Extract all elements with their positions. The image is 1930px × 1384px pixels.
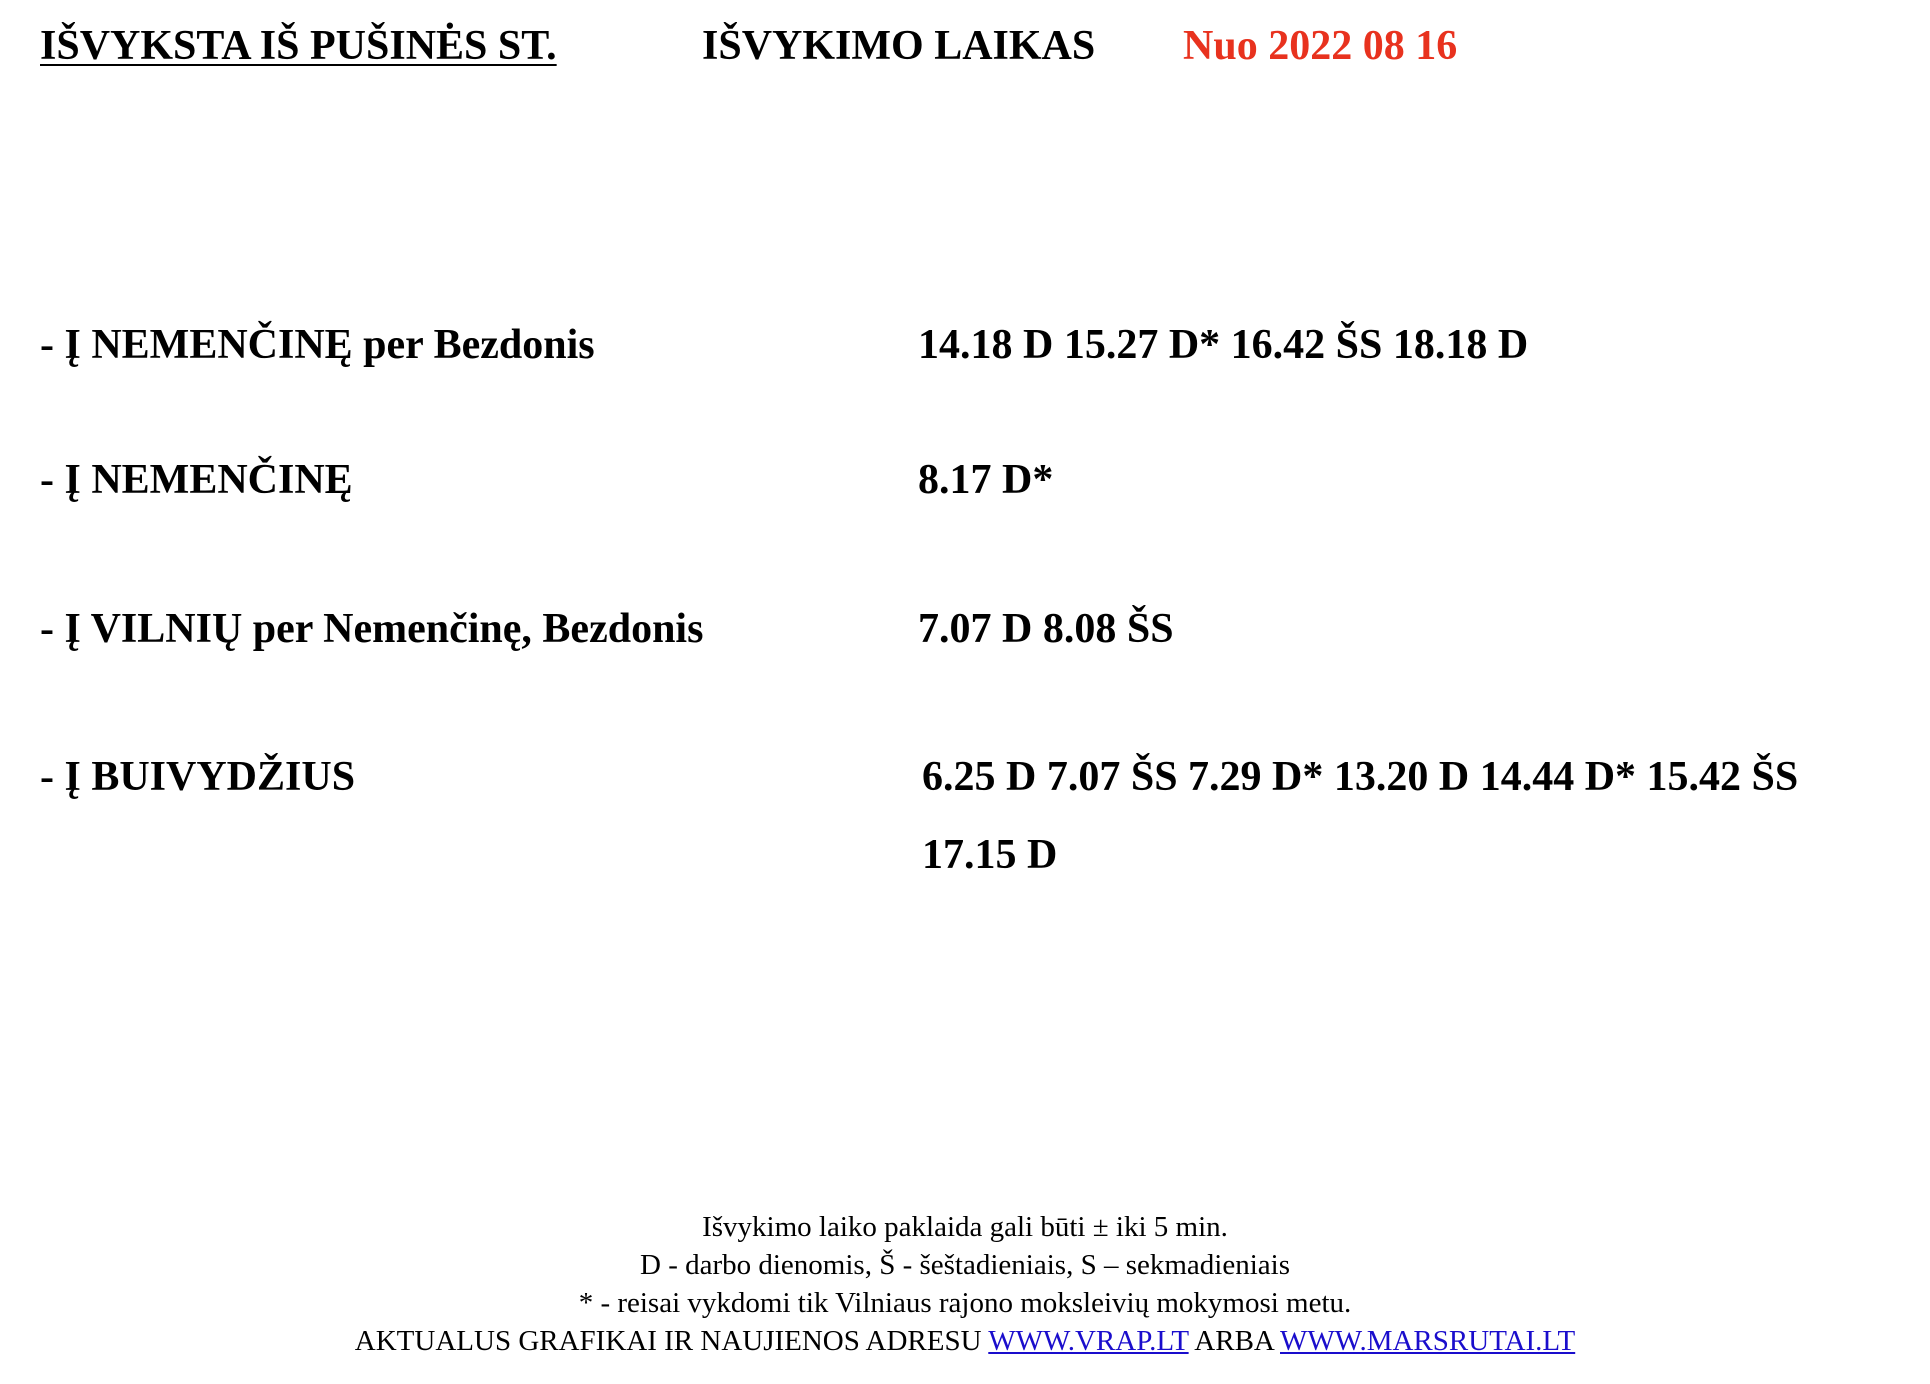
info-line: [0, 1322, 1930, 1360]
route-times: [918, 590, 1878, 668]
route-times-line: 8.17 D*: [918, 457, 1054, 503]
route-times-line: 6.25 D 7.07 ŠS 7.29 D* 13.20 D 14.44 D* 15.42 ŠS: [922, 754, 1799, 800]
route-destination: - Į NEMENČINĘ per Bezdonis: [40, 322, 595, 368]
footer-notes: [0, 1208, 1930, 1360]
vrap-link[interactable]: WWW.VRAP.LT: [988, 1325, 1189, 1357]
info-middle: ARBA: [1194, 1325, 1274, 1357]
route-times: [922, 738, 1882, 894]
info-prefix: AKTUALUS GRAFIKAI IR NAUJIENOS ADRESU: [354, 1325, 982, 1357]
school-trips-note: * - reisai vykdomi tik Vilniaus rajono moksleivių mokymosi metu.: [578, 1287, 1352, 1319]
valid-from-date: Nuo 2022 08 16: [1183, 23, 1458, 69]
route-times-line: 17.15 D: [922, 832, 1058, 878]
route-times: [918, 306, 1878, 384]
route-times-line: 7.07 D 8.08 ŠS: [918, 606, 1174, 652]
route-times: [918, 441, 1878, 519]
tolerance-note: Išvykimo laiko paklaida gali būti ± iki 5 min.: [702, 1211, 1228, 1243]
legend-note: D - darbo dienomis, Š - šeštadieniais, S – sekmadieniais: [640, 1249, 1290, 1281]
route-destination: - Į NEMENČINĘ: [40, 457, 353, 503]
page-header: [0, 22, 1930, 82]
station-title: IŠVYKSTA IŠ PUŠINĖS ST.: [40, 23, 557, 69]
route-destination: - Į VILNIŲ per Nemenčinę, Bezdonis: [40, 606, 704, 652]
route-times-line: 14.18 D 15.27 D* 16.42 ŠS 18.18 D: [918, 322, 1529, 368]
departure-time-title: IŠVYKIMO LAIKAS: [702, 23, 1096, 69]
marsrutai-link[interactable]: WWW.MARSRUTAI.LT: [1280, 1325, 1576, 1357]
route-destination: - Į BUIVYDŽIUS: [40, 754, 356, 800]
